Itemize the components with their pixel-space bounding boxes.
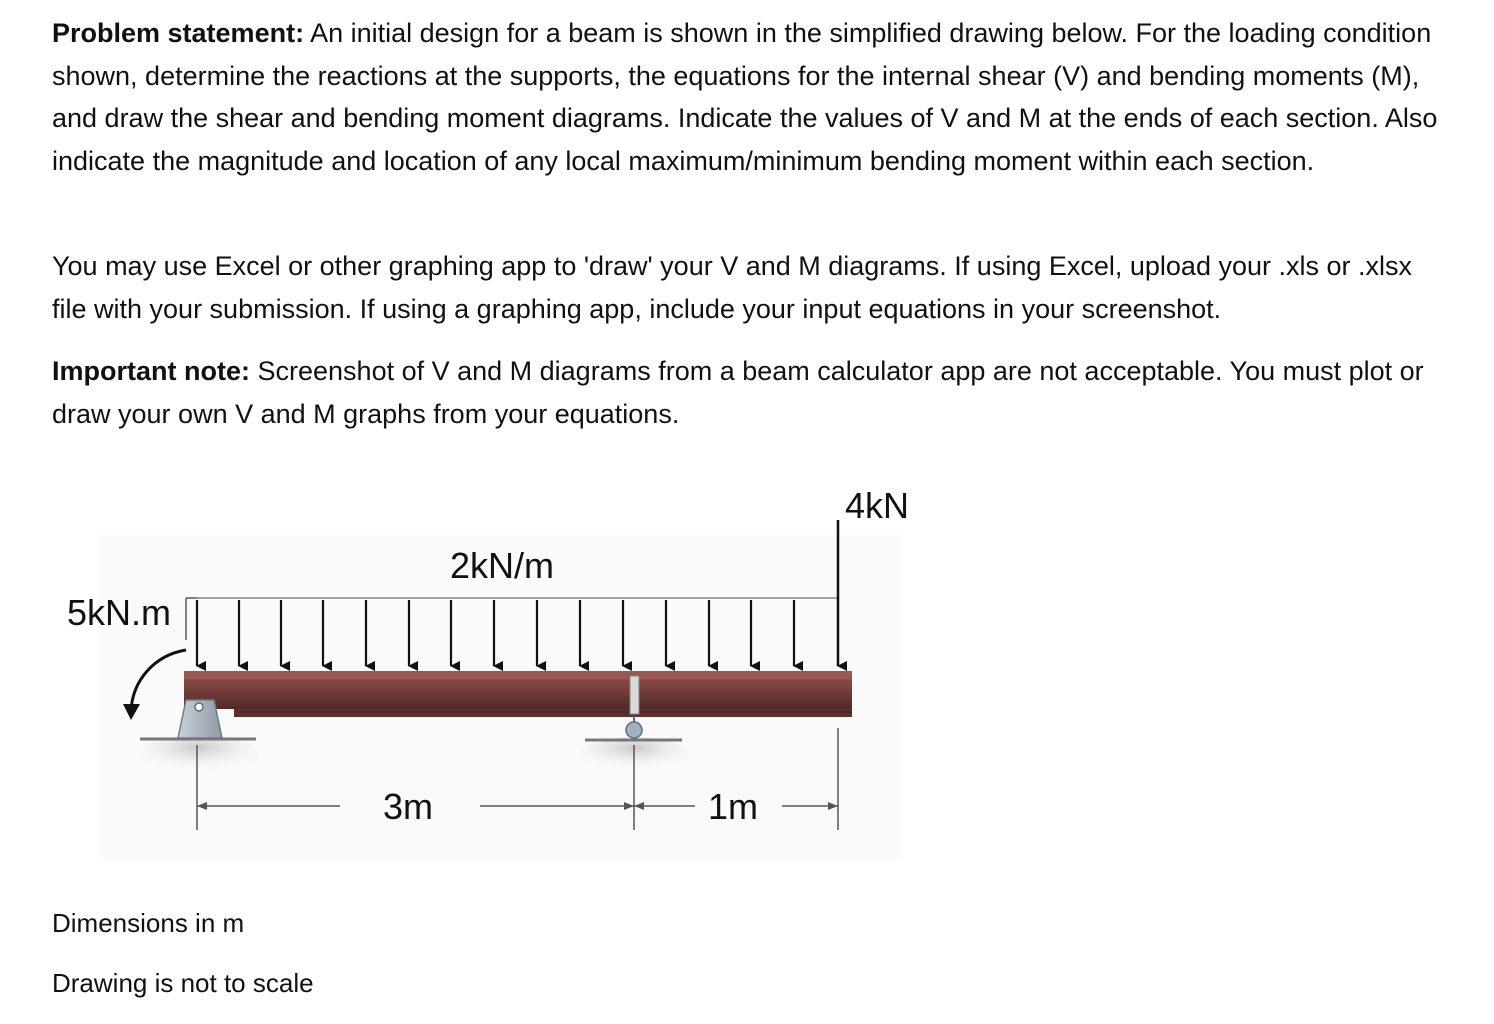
moment-label: 5kN.m [67,592,172,633]
problem-heading: Problem statement: [52,18,305,48]
span-right-label: 1m [708,786,759,827]
pin-hole [195,703,203,711]
beam-body [184,679,852,709]
left-ground [138,735,258,775]
important-note [52,350,1452,435]
note-heading: Important note: [52,356,250,386]
scale-note: Drawing is not to scale [52,968,314,998]
beam-bottom-flange [234,709,852,717]
problem-text: An initial design for a beam is shown in the simplified drawing below. For the loading condition shown, determine the reactions at the supports, the equations for the internal shear (V) and bending moments (M), and draw the shear and bending moment diagrams. Indicate the values of V and M at the ends of each section. Also indicate the magnitude and location of any local maximum/minimum bending moment within each section. [52,18,1438,176]
span-left-label: 3m [383,786,434,827]
dimensions-note: Dimensions in m [52,908,245,938]
beam-top-flange [184,671,852,679]
problem-statement [52,12,1452,182]
roller [626,722,642,738]
note-text: Screenshot of V and M diagrams from a beam calculator app are not acceptable. You must plot or draw your own V and M graphs from your equations. [52,356,1424,429]
beam-figure [0,480,1000,880]
beam-stiffener [630,676,639,714]
instructions: You may use Excel or other graphing app to 'draw' your V and M diagrams. If using Excel, upload your .xls or .xlsx file with your submission. If using a graphing app, include your input equations in your screenshot. [52,251,1412,324]
distributed-load-label: 2kN/m [450,545,555,586]
point-load-label: 4kN [845,485,910,526]
